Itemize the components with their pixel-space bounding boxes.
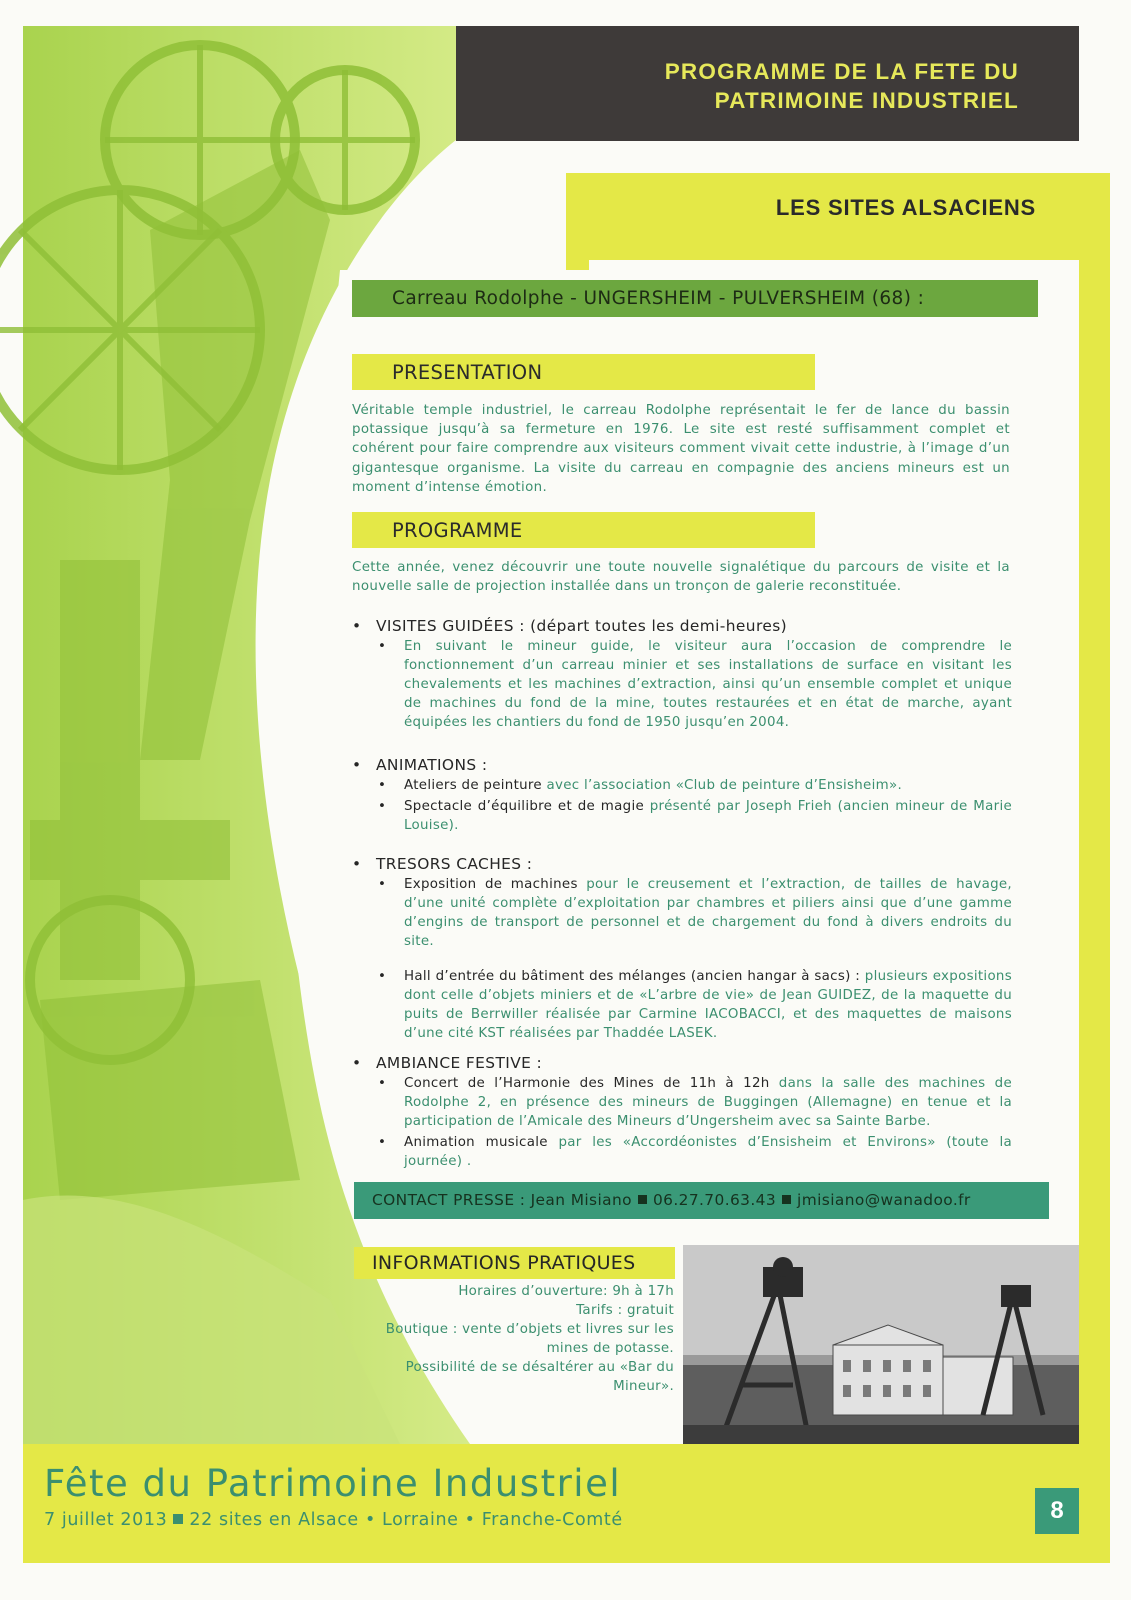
ambiance-title: • AMBIANCE FESTIVE : (352, 1054, 1012, 1072)
visites-title: • VISITES GUIDÉES : (départ toutes les demi-heures) (352, 617, 1012, 635)
programme-heading: PROGRAMME (392, 519, 523, 542)
infos-shop: Boutique : vente d’objets et livres sur les mines de potasse. (385, 1322, 674, 1356)
separator-square-icon (638, 1195, 647, 1204)
ambiance-item-2 (352, 1133, 1012, 1171)
site-name: Carreau Rodolphe - UNGERSHEIM - PULVERSHEIM (68) : (392, 288, 925, 309)
infos-hours: Horaires d’ouverture: 9h à 17h (458, 1284, 674, 1299)
infos-bar: Possibilité de se désaltérer au «Bar du Mineur». (405, 1360, 674, 1394)
contact-email[interactable]: jmisiano@wanadoo.fr (797, 1191, 971, 1209)
ambiance-item-1 (352, 1074, 1012, 1131)
contact-bar (354, 1182, 1049, 1219)
animations-item-2-text: présenté par Joseph Frieh (ancien mineur de Marie Louise). (404, 799, 1012, 833)
ambiance-item-1-strong: Concert de l’Harmonie des Mines de 11h à 12h (404, 1076, 770, 1091)
animations-item-2 (352, 797, 1012, 835)
tresors-item-2 (352, 967, 1012, 1043)
tresors-item-1-strong: Exposition de machines (404, 877, 578, 892)
animations-section (352, 756, 1012, 835)
contact-label: CONTACT PRESSE : Jean Misiano (372, 1191, 632, 1209)
programme-title-line1: PROGRAMME DE LA FETE DU (664, 59, 1019, 84)
infos-price: Tarifs : gratuit (576, 1303, 674, 1318)
ambiance-item-2-strong: Animation musicale (404, 1135, 548, 1150)
infos-heading-box (354, 1247, 675, 1279)
tresors-item-2-text: plusieurs expositions dont celle d’objets miniers et de «L’arbre de vie» de Jean GUIDEZ, de la maquette du puits de Berrwiller réalisée par Carmine IACOBACCI, et des maquettes de maisons d’une cité KST réalisées par Thaddée LASEK. (404, 969, 1013, 1041)
tresors-item-2-strong: Hall d’entrée du bâtiment des mélanges (ancien hangar à sacs) : (404, 969, 861, 984)
ambiance-item-1-text: dans la salle des machines de Rodolphe 2, en présence des mineurs de Buggingen (Allemagne) en tenue et la participation de l’Amicale des Mineurs d’Ungersheim avec sa Sainte Barbe. (404, 1076, 1013, 1129)
separator-square-icon (782, 1195, 791, 1204)
tresors-title: • TRESORS CACHES : (352, 855, 1012, 873)
ambiance-section (352, 1054, 1012, 1171)
programme-heading-box (352, 512, 815, 548)
animations-item-2-strong: Spectacle d’équilibre et de magie (404, 799, 645, 814)
separator-square-icon (173, 1514, 183, 1524)
footer-sites: 22 sites en Alsace • Lorraine • Franche-Comté (189, 1510, 623, 1530)
programme-title-line2: PATRIMOINE INDUSTRIEL (714, 88, 1019, 113)
footer-date: 7 juillet 2013 (44, 1510, 168, 1530)
presentation-heading: PRESENTATION (392, 361, 543, 384)
section-title: LES SITES ALSACIENS (775, 195, 1036, 220)
ambiance-item-2-text: par les «Accordéonistes d’Ensisheim et Environs» (toute la journée) . (404, 1135, 1013, 1169)
footer-title: Fête du Patrimoine Industriel (44, 1462, 622, 1505)
site-name-bar (352, 280, 1038, 317)
page-number: 8 (1035, 1488, 1079, 1534)
tresors-item-1-text: pour le creusement et l’extraction, de tailles de havage, d’une unité complète d’exploitation par chambres et piliers ainsi que d’une gamme d’engins de transport de personnel et de chargement du fond à divers endroits du site. (404, 877, 1012, 949)
infos-heading: INFORMATIONS PRATIQUES (372, 1252, 636, 1274)
visites-item: • En suivant le mineur guide, le visiteur aura l’occasion de comprendre le fonctionnement d’un carreau minier et ses installations de surface en visitant les chevalements et les machines d’extraction, ainsi qu’un ensemble complet et unique de machines du fond de la mine, toutes restaurées et en état de marche, ayant équipées les chantiers du fond de 1950 jusqu’en 2004. (352, 637, 1012, 732)
infos-text (356, 1282, 674, 1396)
visites-section (352, 617, 1012, 732)
animations-item-1-strong: Ateliers de peinture (404, 778, 542, 793)
animations-title: • ANIMATIONS : (352, 756, 1012, 774)
animations-item-1 (352, 776, 1012, 795)
presentation-text: Véritable temple industriel, le carreau Rodolphe représentait le fer de lance du bassin potassique jusqu’à sa fermeture en 1976. Le site est resté suffisamment complet et cohérent pour faire comprendre aux visiteurs comment vivait cette industrie, à l’image d’un gigantesque organisme. La visite du carreau en compagnie des anciens mineurs est un moment d’intense émotion. (352, 403, 1010, 495)
programme-intro: Cette année, venez découvrir une toute nouvelle signalétique du parcours de visite et la nouvelle salle de projection installée dans un tronçon de galerie reconstituée. (352, 560, 1010, 595)
footer-subtitle (44, 1510, 623, 1530)
contact-phone: 06.27.70.63.43 (652, 1191, 777, 1209)
presentation-heading-box (352, 354, 815, 390)
mine-headframe-photo (683, 1245, 1079, 1445)
animations-item-1-text: avec l’association «Club de peinture d’Ensisheim». (541, 778, 903, 793)
contact-text (372, 1191, 971, 1209)
tresors-section (352, 855, 1012, 1043)
tresors-item-1 (352, 875, 1012, 951)
